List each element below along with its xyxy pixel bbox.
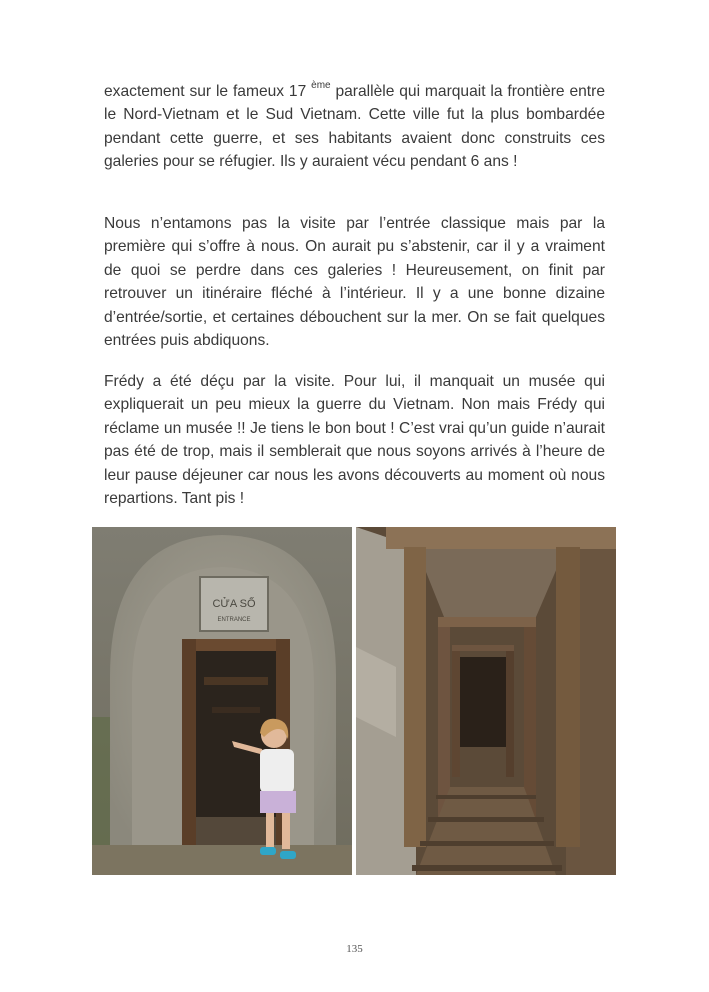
tunnel-interior-photo — [356, 527, 616, 875]
sign-text-line1: CỬA SỐ — [212, 598, 256, 610]
paragraph-1-rest: parallèle qui marquait la frontière entre le Nord-Vietnam et le Sud Vietnam. Cette ville fut la plus bombardée pendant cette guerre, et ses habitants avaient donc construits ces galeries pour se réfugier. Ils y auraient vécu pendant 6 ans ! — [104, 83, 605, 171]
sign-text-line2: ENTRANCE — [217, 617, 251, 623]
paragraph-1 — [104, 80, 605, 174]
tunnel-entrance-photo — [92, 527, 352, 875]
tunnel-entrance-illustration — [92, 527, 352, 875]
paragraph-1-start: exactement sur le fameux 17 — [104, 83, 307, 100]
paragraph-3: Frédy a été déçu par la visite. Pour lui, il manquait un musée qui expliquerait un peu mieux la guerre du Vietnam. Non mais Frédy qui réclame un musée !! Je tiens le bon bout ! C’est vrai qu’un guide n’aurait pas été de trop, mais il semblerait que nous soyons arrivés à l’heure de leur pause déjeuner car nous les avons découverts au moment où nous repartions. Tant pis ! — [104, 373, 605, 508]
paragraph-2: Nous n’entamons pas la visite par l’entrée classique mais par la première qui s’offre à nous. On aurait pu s’abstenir, car il y a vraiment de quoi se perdre dans ces galeries ! Heureusement, on finit par retrouver un itinéraire fléché à l’intérieur. Il y a une bonne dizaine d’entrée/sortie, et certaines débouchent sur la mer. On se fait quelques entrées puis abdiquons. — [104, 215, 605, 350]
ordinal-superscript: ème — [311, 80, 331, 91]
page-number: 135 — [346, 943, 363, 955]
tunnel-interior-illustration — [356, 527, 616, 875]
